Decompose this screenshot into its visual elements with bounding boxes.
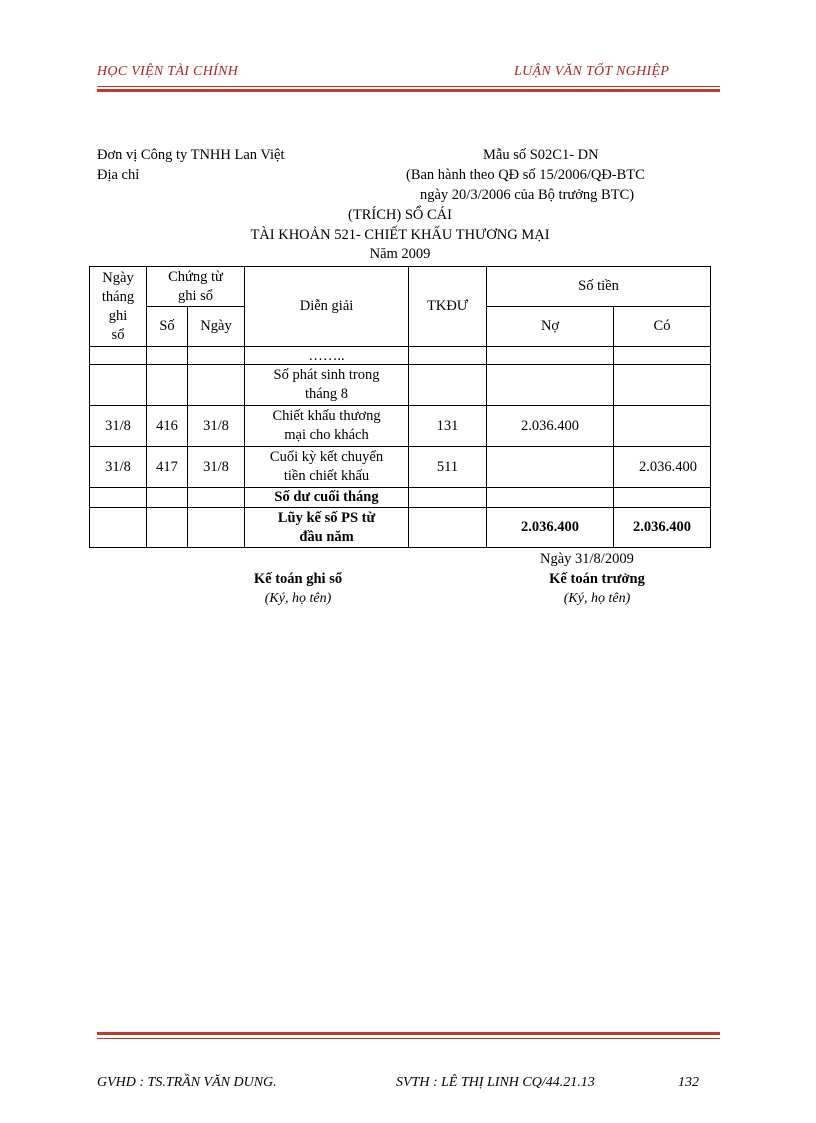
cell-credit — [614, 406, 711, 447]
footer-advisor: GVHD : TS.TRẦN VĂN DUNG. — [97, 1075, 277, 1090]
cell-desc-l1: …….. — [308, 347, 345, 364]
cell-date — [90, 365, 147, 406]
cell-desc — [245, 406, 409, 447]
table-row — [90, 365, 711, 406]
cell-day — [188, 488, 245, 508]
header-date-l1: Ngày — [102, 269, 134, 286]
header-date-cell — [90, 267, 147, 347]
cell-credit — [614, 365, 711, 406]
cell-date — [90, 347, 147, 365]
header-voucher-l1: Chứng từ — [168, 268, 223, 285]
table-row-total — [90, 508, 711, 548]
cell-day: 31/8 — [188, 447, 245, 488]
cell-no — [147, 365, 188, 406]
cell-day: 31/8 — [188, 406, 245, 447]
cell-account: 511 — [409, 447, 487, 488]
cell-day — [188, 347, 245, 365]
company-address: Địa chỉ — [97, 167, 140, 183]
signature-date: Ngày 31/8/2009 — [540, 551, 634, 567]
form-decision: (Ban hành theo QĐ số 15/2006/QĐ-BTC — [406, 167, 645, 183]
header-voucher-l2: ghi sổ — [177, 287, 214, 304]
header-date-l2: tháng — [101, 288, 135, 305]
header-account: TKĐƯ — [409, 267, 487, 347]
cell-day — [188, 508, 245, 548]
cell-desc-l1: Cuối kỳ kết chuyển — [269, 449, 384, 465]
cell-date — [90, 488, 147, 508]
header-debit: Nợ — [487, 307, 614, 347]
signature-right-title: Kế toán trưởng — [549, 571, 645, 587]
header-voucher-cell — [147, 267, 245, 307]
cell-desc — [245, 447, 409, 488]
cell-no: 417 — [147, 447, 188, 488]
footer-page-number: 132 — [678, 1075, 699, 1090]
signature-left-title: Kế toán ghi sổ — [253, 571, 343, 587]
header-voucher-day: Ngày — [188, 307, 245, 347]
cell-debit: 2.036.400 — [487, 406, 614, 447]
header-voucher-no: Số — [147, 307, 188, 347]
cell-desc-l2: tiền chiết khấu — [283, 468, 370, 484]
cell-debit: 2.036.400 — [487, 508, 614, 548]
cell-credit — [614, 488, 711, 508]
cell-account — [409, 365, 487, 406]
form-decision-date: ngày 20/3/2006 của Bộ trưởng BTC) — [420, 187, 635, 203]
ledger-title-account: TÀI KHOẢN 521- CHIẾT KHẤU THƯƠNG MẠI — [250, 227, 550, 243]
cell-debit — [487, 347, 614, 365]
cell-desc-l2: mại cho khách — [284, 427, 369, 443]
cell-credit: 2.036.400 — [614, 508, 711, 548]
company-unit: Đơn vị Công ty TNHH Lan Việt — [97, 147, 285, 163]
cell-debit — [487, 488, 614, 508]
table-row — [90, 488, 711, 508]
cell-desc-l1: Số phát sinh trong — [273, 367, 380, 383]
header-thesis-label: LUẬN VĂN TỐT NGHIỆP — [514, 64, 670, 79]
cell-desc — [245, 365, 409, 406]
signature-right-note: (Ký, họ tên) — [563, 591, 631, 606]
table-row — [90, 406, 711, 447]
cell-debit — [487, 447, 614, 488]
cell-desc-l1: Số dư cuối tháng — [274, 489, 379, 505]
ledger-title-extract: (TRÍCH) SỔ CÁI — [348, 207, 452, 223]
table-header-row-1 — [90, 267, 711, 307]
cell-desc — [245, 347, 409, 365]
header-credit: Có — [614, 307, 711, 347]
ledger-table — [89, 266, 711, 548]
cell-account — [409, 347, 487, 365]
table-row — [90, 347, 711, 365]
cell-desc-l1: Lũy kế số PS từ — [277, 509, 376, 526]
form-number: Mẫu số S02C1- DN — [483, 147, 599, 163]
cell-date: 31/8 — [90, 447, 147, 488]
footer-student: SVTH : LÊ THỊ LINH CQ/44.21.13 — [396, 1075, 595, 1090]
cell-desc-l1: Chiết khấu thương — [272, 408, 381, 424]
footer-rule-thick — [97, 1032, 720, 1035]
header-rule-thick — [97, 89, 720, 92]
cell-date — [90, 508, 147, 548]
table-row — [90, 447, 711, 488]
cell-credit: 2.036.400 — [614, 447, 711, 488]
cell-day — [188, 365, 245, 406]
cell-desc — [245, 508, 409, 548]
cell-desc-l2: đầu năm — [299, 528, 354, 545]
signature-left-note: (Ký, họ tên) — [264, 591, 332, 606]
header-date-l4: sổ — [111, 326, 125, 343]
cell-desc — [245, 488, 409, 508]
cell-no — [147, 508, 188, 548]
cell-account: 131 — [409, 406, 487, 447]
cell-debit — [487, 365, 614, 406]
cell-no — [147, 488, 188, 508]
header-amount: Số tiền — [487, 267, 711, 307]
cell-credit — [614, 347, 711, 365]
footer-rule-thin — [97, 1038, 720, 1039]
header-description: Diễn giải — [245, 267, 409, 347]
cell-account — [409, 488, 487, 508]
cell-no — [147, 347, 188, 365]
cell-account — [409, 508, 487, 548]
header-rule-thin — [97, 86, 720, 87]
header-institution: HỌC VIỆN TÀI CHÍNH — [97, 64, 239, 79]
header-date-l3: ghi — [108, 307, 128, 324]
cell-desc-l2: tháng 8 — [304, 386, 349, 402]
cell-date: 31/8 — [90, 406, 147, 447]
cell-no: 416 — [147, 406, 188, 447]
ledger-title-year: Năm 2009 — [369, 246, 431, 262]
